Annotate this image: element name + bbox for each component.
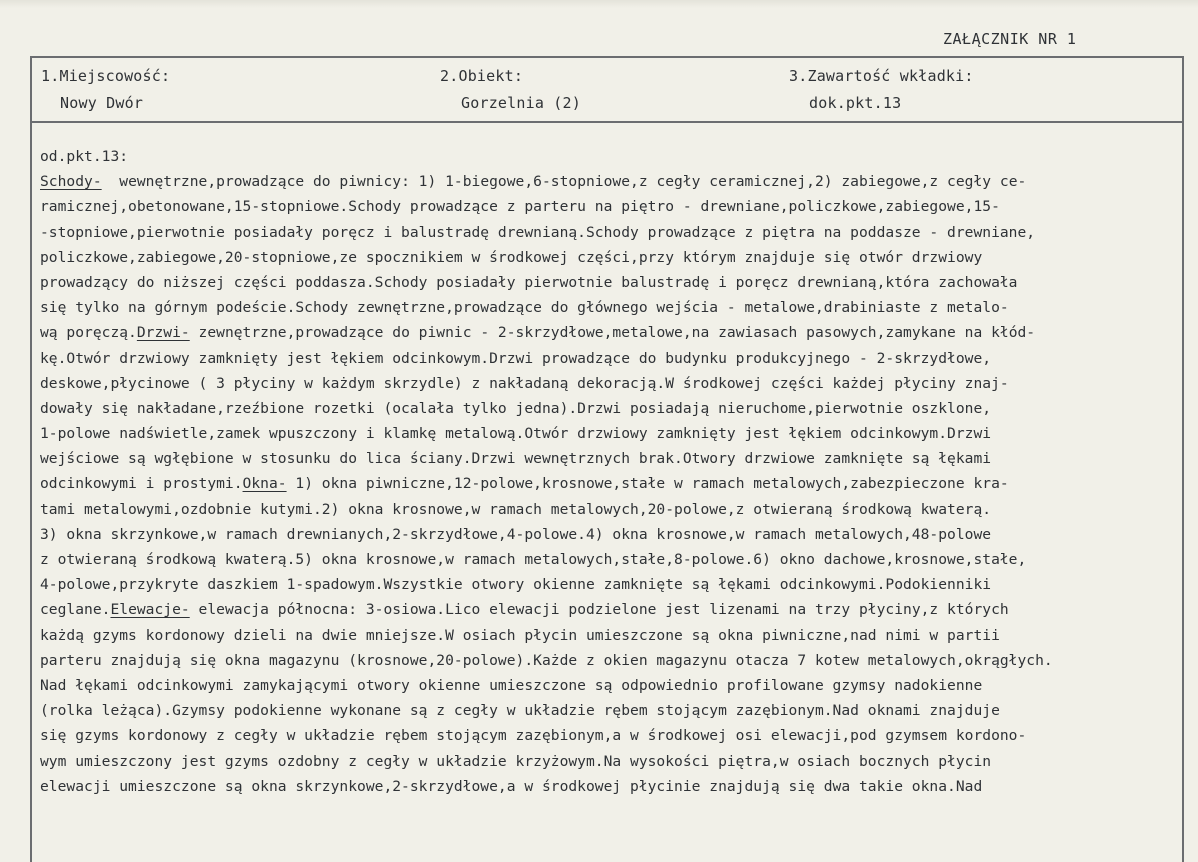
body-line xyxy=(40,346,1194,371)
body-line xyxy=(40,421,1194,446)
attachment-label: ZAŁĄCZNIK NR 1 xyxy=(943,30,1077,48)
body-text-segment: 4-polowe,przykryte daszkiem 1-spadowym.Wszystkie otwory okienne zamknięte są łękami odcinkowymi.Podokienniki xyxy=(40,576,992,594)
body-line xyxy=(40,144,1194,169)
section-heading: Drzwi- xyxy=(136,324,190,342)
body-text-segment: tami metalowymi,ozdobnie kutymi.2) okna krosnowe,w ramach metalowych,20-polowe,z otwieraną środkową kwaterą. xyxy=(40,500,992,518)
body-line xyxy=(40,396,1194,421)
body-text-segment: od.pkt.13: xyxy=(40,148,129,165)
body-line xyxy=(40,371,1194,396)
body-text-segment: ramicznej,obetonowane,15-stopniowe.Schody prowadzące z parteru na piętro - drewniane,policzkowe,zabiegowe,15- xyxy=(40,198,1000,216)
section-heading: Okna- xyxy=(242,475,287,493)
locality-value: Nowy Dwór xyxy=(60,94,144,112)
body-line xyxy=(40,446,1194,471)
body-text-segment: ceglane. xyxy=(40,601,111,619)
top-edge xyxy=(0,0,1198,8)
body-line xyxy=(40,169,1194,194)
body-text-segment: wejściowe są wgłębione w stosunku do lica ściany.Drzwi wewnętrznych brak.Otwory drzwiowe zamknięte są łękami xyxy=(40,450,992,468)
body-text-segment: zewnętrzne,prowadzące do piwnic - 2-skrzydłowe,metalowe,na zawiasach pasowych,zamykane na kłód- xyxy=(189,324,1036,342)
body-text-segment: się gzyms kordonowy z cegły w układzie rębem stojącym zazębionym,a w środkowej osi elewacji,pod gzymsem kordono- xyxy=(40,727,1027,745)
body-text-segment: 3) okna skrzynkowe,w ramach drewnianych,2-skrzydłowe,4-polowe.4) okna krosnowe,w ramach metalowych,48-polowe xyxy=(40,525,992,543)
body-line xyxy=(40,270,1194,295)
contents-value: dok.pkt.13 xyxy=(809,94,902,112)
header-rule xyxy=(30,56,1184,58)
body-line xyxy=(40,194,1194,219)
body-line xyxy=(40,749,1194,774)
section-heading: Schody- xyxy=(40,173,102,191)
body-line xyxy=(40,623,1194,648)
body-text-segment: wym umieszczony jest gzyms ozdobny z cegły w układzie krzyżowym.Na wysokości piętra,w osiach bocznych płycin xyxy=(40,752,992,770)
body-line xyxy=(40,497,1194,522)
contents-label: 3.Zawartość wkładki: xyxy=(789,67,974,85)
body-line xyxy=(40,220,1194,245)
body-text-segment: odcinkowymi i prostymi. xyxy=(40,475,243,493)
body-text-segment: elewacji umieszczone są okna skrzynkowe,2-skrzydłowe,a w środkowej płycinie znajdują się dwa takie okna.Nad xyxy=(40,777,983,795)
body-line xyxy=(40,471,1194,496)
locality-label: 1.Miejscowość: xyxy=(41,67,171,85)
body-line xyxy=(40,320,1194,345)
object-label: 2.Obiekt: xyxy=(440,67,524,85)
body-text-segment: z otwieraną środkową kwaterą.5) okna krosnowe,w ramach metalowych,stałe,8-polowe.6) okno dachowe,krosnowe,stałe, xyxy=(40,551,1027,568)
body-text-segment: policzkowe,zabiegowe,20-stopniowe,ze spocznikiem w środkowej części,przy którym znajduje się otwór drzwiowy xyxy=(40,248,983,266)
body-line xyxy=(40,597,1194,622)
body-text-segment: parteru znajdują się okna magazynu (krosnowe,20-polowe).Każde z okien magazynu otacza 7 kotew metalowych,okrągłych. xyxy=(40,651,1053,669)
body-text-segment: deskowe,płycinowe ( 3 płyciny w każdym skrzydle) z nakładaną dekoracją.W środkowej części każdej płyciny znaj- xyxy=(40,374,1009,392)
document-body xyxy=(40,144,1194,799)
object-value: Gorzelnia (2) xyxy=(461,94,581,112)
body-text-segment: wewnętrzne,prowadzące do piwnicy: 1) 1-biegowe,6-stopniowe,z cegły ceramicznej,2) zabiegowe,z cegły ce- xyxy=(101,173,1027,191)
body-line xyxy=(40,698,1194,723)
body-text-segment: się tylko na górnym podeście.Schody zewnętrzne,prowadzące do głównego wejścia - metalowe,drabiniaste z metalo- xyxy=(40,299,1009,317)
body-line xyxy=(40,648,1194,673)
body-text-segment: -stopniowe,pierwotnie posiadały poręcz i balustradę drewnianą.Schody prowadzące z piętra na poddasze - drewniane, xyxy=(40,223,1036,241)
body-text-segment: dowały się nakładane,rzeźbione rozetki (ocalała tylko jedna).Drzwi posiadają nieruchome,pierwotnie oszklone, xyxy=(40,399,992,417)
body-line xyxy=(40,572,1194,597)
body-text-segment: kę.Otwór drzwiowy zamknięty jest łękiem odcinkowym.Drzwi prowadzące do budynku produkcyjnego - 2-skrzydłowe, xyxy=(40,349,992,367)
body-line xyxy=(40,673,1194,698)
body-text-segment: prowadzący do niższej części poddasza.Schody posiadały pierwotnie balustradę i poręcz drewnianą,która zachowała xyxy=(40,273,1018,291)
section-rule xyxy=(30,121,1184,123)
body-text-segment: 1-polowe nadświetle,zamek wpuszczony i klamkę metalową.Otwór drzwiowy zamknięty jest łękiem odcinkowym.Drzwi xyxy=(40,425,992,443)
body-line xyxy=(40,774,1194,799)
body-line xyxy=(40,522,1194,547)
section-heading: Elewacje- xyxy=(110,601,190,619)
body-text-segment: elewacja północna: 3-osiowa.Lico elewacji podzielone jest lizenami na trzy płyciny,z których xyxy=(189,601,1009,619)
body-line xyxy=(40,245,1194,270)
left-border xyxy=(30,56,32,862)
body-text-segment: Nad łękami odcinkowymi zamykającymi otwory okienne umieszczone są odpowiednio profilowane gzymsy nadokienne xyxy=(40,676,983,694)
body-text-segment: wą poręczą. xyxy=(40,324,137,342)
body-text-segment: (rolka leżąca).Gzymsy podokienne wykonane są z cegły w układzie rębem stojącym zazębionym.Nad oknami znajduje xyxy=(40,702,1000,720)
body-line xyxy=(40,547,1194,572)
body-line xyxy=(40,295,1194,320)
body-line xyxy=(40,723,1194,748)
body-text-segment: każdą gzyms kordonowy dzieli na dwie mniejsze.W osiach płycin umieszczone są okna piwniczne,nad nimi w partii xyxy=(40,626,1000,644)
body-text-segment: 1) okna piwniczne,12-polowe,krosnowe,stałe w ramach metalowych,zabezpieczone kra- xyxy=(286,475,1009,493)
